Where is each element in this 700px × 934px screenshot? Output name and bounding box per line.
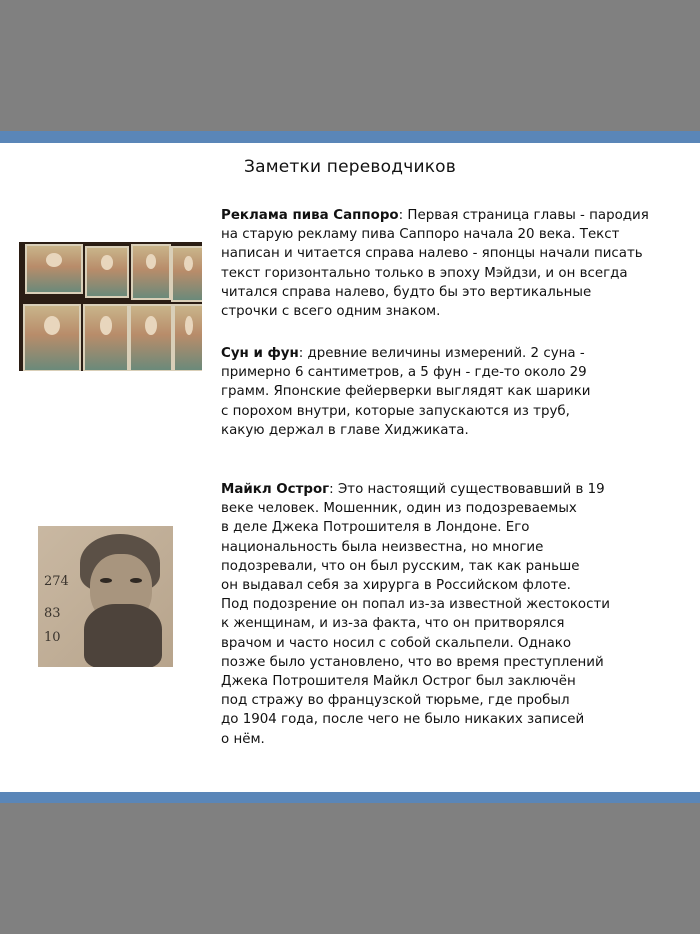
note-text: Джека Потрошителя Майкл Острог был заключён [221, 674, 576, 690]
page-title: Заметки переводчиков [243, 157, 456, 177]
note-text: на старую рекламу пива Саппоро начала 20 века. Текст [221, 227, 620, 243]
portrait-mark: 83 [44, 606, 61, 621]
note-text: какую держал в главе Хиджиката. [221, 422, 469, 438]
bottom-stripe [0, 792, 700, 803]
poster [131, 244, 171, 300]
note-term: Сун и фун [221, 346, 299, 361]
note-text: строчки с всего одним знаком. [221, 304, 441, 320]
sapporo-beer-ad-photo [19, 242, 202, 371]
top-stripe [0, 131, 700, 143]
note-text: : Это настоящий существовавший в 19 [329, 482, 605, 497]
poster [25, 244, 83, 294]
note-text: читался справа налево, будто бы это вертикальные [221, 284, 592, 300]
poster [85, 246, 129, 298]
note-text: к женщинам, и из-за факта, что он притворялся [221, 616, 565, 632]
note-sun-fun [221, 344, 661, 440]
note-text: примерно 6 сантиметров, а 5 фун - где-то около 29 [221, 365, 587, 381]
note-text: о нём. [221, 731, 265, 747]
note-text: текст горизонтально только в эпоху Мэйдзи, и он всегда [221, 265, 628, 281]
notes-page [0, 143, 700, 792]
note-sapporo [221, 206, 681, 321]
note-text: грамм. Японские фейерверки выглядят как шарики [221, 384, 591, 400]
poster [173, 304, 202, 371]
portrait-eye [100, 578, 112, 583]
note-michael-ostrog [221, 480, 661, 749]
note-text: под стражу во французской тюрьме, где пробыл [221, 693, 570, 709]
note-term: Реклама пива Саппоро [221, 208, 399, 223]
note-text: Под подозрение он попал из-за известной жестокости [221, 597, 610, 613]
note-text: врачом и часто носил с собой скальпели. Однако [221, 635, 572, 651]
poster [23, 304, 81, 371]
michael-ostrog-portrait [38, 526, 173, 667]
note-text: написан и читается справа налево - японцы начали писать [221, 246, 643, 262]
note-text: веке человек. Мошенник, один из подозреваемых [221, 501, 577, 517]
note-text: : Первая страница главы - пародия [398, 208, 649, 223]
note-text: он выдавал себя за хирурга в Российском флоте. [221, 578, 571, 594]
note-text: национальность была неизвестна, но многие [221, 539, 544, 555]
poster [129, 304, 173, 371]
note-term: Майкл Острог [221, 482, 330, 497]
note-text: с порохом внутри, которые запускаются из труб, [221, 403, 570, 419]
note-text: : древние величины измерений. 2 суна - [298, 346, 585, 361]
note-text: до 1904 года, после чего не было никаких записей [221, 712, 585, 728]
poster [171, 246, 202, 302]
portrait-mark: 10 [44, 630, 61, 645]
portrait-beard [84, 604, 162, 667]
note-text: подозревали, что он был русским, так как раньше [221, 558, 580, 574]
portrait-eye [130, 578, 142, 583]
note-text: позже было установлено, что во время преступлений [221, 654, 604, 670]
note-text: в деле Джека Потрошителя в Лондоне. Его [221, 520, 530, 536]
portrait-mark: 274 [44, 574, 69, 589]
poster [83, 304, 129, 371]
